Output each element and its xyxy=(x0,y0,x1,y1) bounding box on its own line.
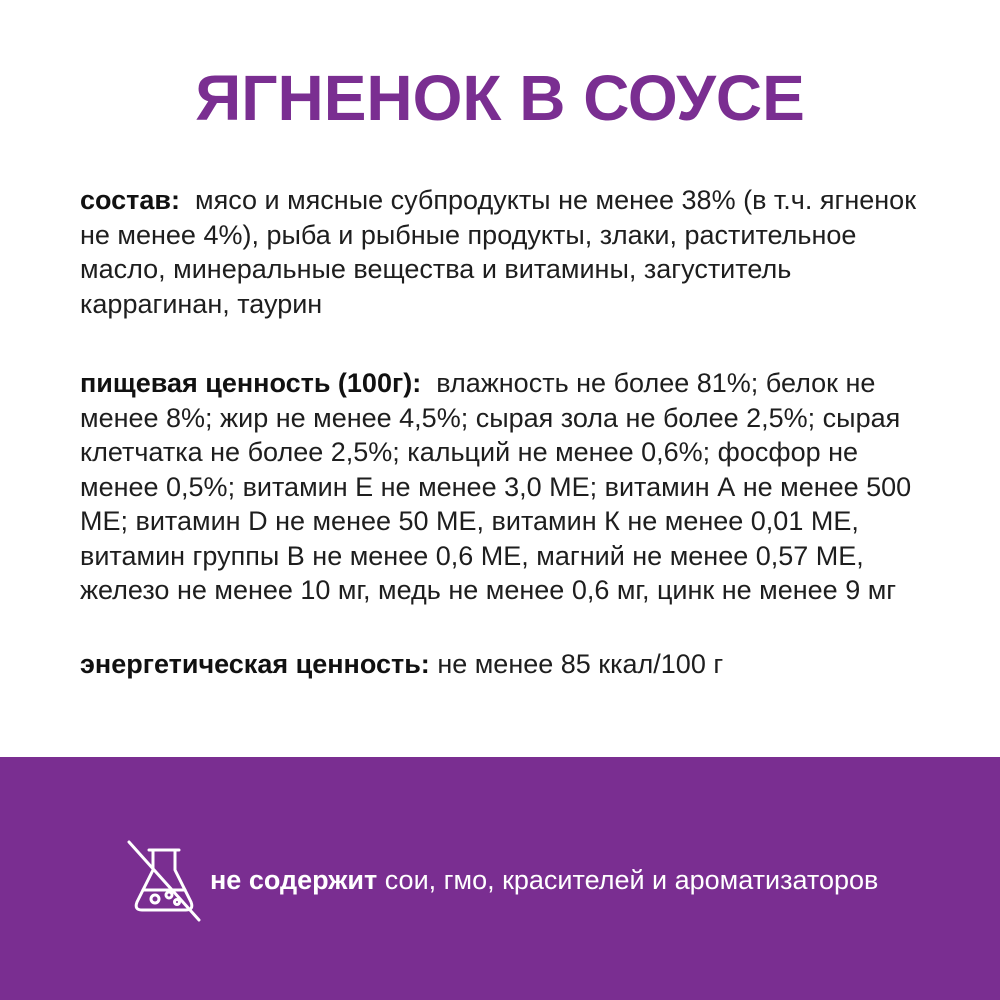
energy-text: не менее 85 ккал/100 г xyxy=(437,649,724,679)
composition-section xyxy=(80,183,920,321)
footer-label: не содержит xyxy=(210,865,378,895)
energy-label: энергетическая ценность: xyxy=(80,649,430,679)
footer-body: сои, гмо, красителей и ароматизаторов xyxy=(384,865,879,895)
composition-text: мясо и мясные субпродукты не менее 38% (в т.ч. ягненок не менее 4%), рыба и рыбные продукты, злаки, растительное масло, минеральные вещества и витамины, загуститель каррагинан, таурин xyxy=(80,185,916,319)
crossed-out-flask-icon xyxy=(125,838,203,922)
nutrition-label: пищевая ценность (100г): xyxy=(80,368,422,398)
page-title: ЯГНЕНОК В СОУСЕ xyxy=(195,62,805,134)
energy-section xyxy=(80,647,920,682)
composition-label: состав: xyxy=(80,185,180,215)
nutrition-section xyxy=(80,366,920,608)
nutrition-text: влажность не более 81%; белок не менее 8%; жир не менее 4,5%; сырая зола не более 2,5%; сырая клетчатка не более 2,5%; кальций не менее 0,6%; фосфор не менее 0,5%; витамин Е не менее 3,0 МЕ; витамин А не менее 500 МЕ; витамин D не менее 50 МЕ, витамин К не менее 0,01 МЕ, витамин группы В не менее 0,6 МЕ, магний не менее 0,57 МЕ, железо не менее 10 мг, медь не менее 0,6 мг, цинк не менее 9 мг xyxy=(80,368,912,605)
footer-text xyxy=(210,862,970,898)
